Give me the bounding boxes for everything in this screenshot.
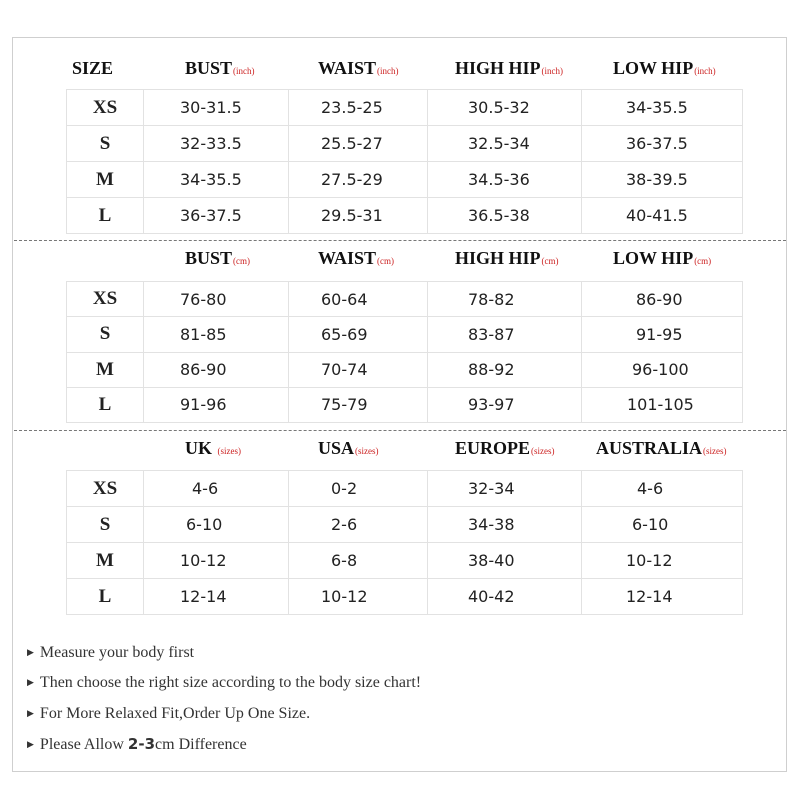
table-row: [67, 317, 743, 352]
waist-cell: 60-64: [289, 282, 428, 317]
size-cell: S: [67, 507, 144, 543]
size-cell: S: [67, 317, 144, 352]
low-hip-cell: 96-100: [582, 352, 743, 387]
low-hip-cell: 38-39.5: [582, 162, 743, 198]
usa-cell: 6-8: [289, 543, 428, 579]
header-bust-inch: [185, 58, 255, 79]
bullet-arrow-icon: ▶: [27, 647, 34, 657]
uk-cell: 4-6: [144, 471, 289, 507]
header-bust-label: BUST: [185, 248, 233, 268]
bust-cell: 76-80: [144, 282, 289, 317]
uk-cell: 6-10: [144, 507, 289, 543]
uk-cell: 10-12: [144, 543, 289, 579]
unit-label: (cm): [694, 256, 712, 266]
size-cell: XS: [67, 90, 144, 126]
size-cell: M: [67, 543, 144, 579]
international-size-table: [66, 470, 743, 615]
table-row: [67, 126, 743, 162]
header-low-hip-cm: [613, 248, 711, 269]
low-hip-cell: 101-105: [582, 387, 743, 422]
unit-label: (inch): [694, 66, 716, 76]
waist-cell: 29.5-31: [289, 198, 428, 234]
low-hip-cell: 36-37.5: [582, 126, 743, 162]
table-row: [67, 471, 743, 507]
size-cell: L: [67, 198, 144, 234]
waist-cell: 23.5-25: [289, 90, 428, 126]
unit-label: (inch): [233, 66, 255, 76]
bullet-arrow-icon: ▶: [27, 677, 34, 687]
header-low-hip-label: LOW HIP: [613, 248, 694, 268]
low-hip-cell: 91-95: [582, 317, 743, 352]
high-hip-cell: 83-87: [428, 317, 582, 352]
europe-cell: 40-42: [428, 579, 582, 615]
waist-cell: 75-79: [289, 387, 428, 422]
australia-cell: 6-10: [582, 507, 743, 543]
note-relaxed-fit: [27, 705, 310, 723]
header-uk-label: UK: [185, 438, 212, 458]
inch-table: [66, 89, 743, 234]
note-difference: [27, 735, 247, 754]
table-row: [67, 543, 743, 579]
table-row: [67, 90, 743, 126]
note-text: For More Relaxed Fit,Order Up One Size.: [39, 705, 311, 722]
high-hip-cell: 88-92: [428, 352, 582, 387]
australia-cell: 12-14: [582, 579, 743, 615]
bullet-arrow-icon: ▶: [27, 708, 34, 718]
unit-label: (cm): [377, 256, 395, 266]
high-hip-cell: 32.5-34: [428, 126, 582, 162]
unit-label: (inch): [541, 66, 564, 76]
europe-cell: 38-40: [428, 543, 582, 579]
unit-label: (sizes): [531, 446, 555, 456]
table-row: [67, 579, 743, 615]
size-cell: L: [67, 579, 144, 615]
note-text: Then choose the right size according to the body size chart!: [39, 674, 422, 691]
bust-cell: 91-96: [144, 387, 289, 422]
waist-cell: 25.5-27: [289, 126, 428, 162]
unit-label: (cm): [233, 256, 251, 266]
usa-cell: 2-6: [289, 507, 428, 543]
table-row: [67, 282, 743, 317]
section-divider: [14, 430, 786, 431]
unit-label: (sizes): [703, 446, 727, 456]
waist-cell: 65-69: [289, 317, 428, 352]
header-usa: [318, 438, 379, 459]
unit-label: (sizes): [217, 446, 241, 456]
europe-cell: 34-38: [428, 507, 582, 543]
waist-cell: 27.5-29: [289, 162, 428, 198]
bust-cell: 32-33.5: [144, 126, 289, 162]
header-australia-label: AUSTRALIA: [596, 438, 703, 458]
europe-cell: 32-34: [428, 471, 582, 507]
note-measure: [27, 644, 194, 662]
table-row: [67, 507, 743, 543]
high-hip-cell: 93-97: [428, 387, 582, 422]
header-europe: [455, 438, 555, 459]
header-uk: [185, 438, 241, 459]
unit-label: (cm): [541, 256, 559, 266]
table-row: [67, 198, 743, 234]
header-size: SIZE: [72, 58, 114, 78]
section-divider: [14, 240, 786, 241]
header-waist-label: WAIST: [318, 58, 377, 78]
note-text: Measure your body first: [39, 644, 195, 661]
header-high-hip-label: HIGH HIP: [455, 58, 541, 78]
bust-cell: 86-90: [144, 352, 289, 387]
usa-cell: 0-2: [289, 471, 428, 507]
size-cell: M: [67, 352, 144, 387]
low-hip-cell: 86-90: [582, 282, 743, 317]
note-text-bold: 2-3: [127, 735, 156, 753]
header-usa-label: USA: [318, 438, 355, 458]
header-bust-cm: [185, 248, 250, 269]
high-hip-cell: 30.5-32: [428, 90, 582, 126]
high-hip-cell: 36.5-38: [428, 198, 582, 234]
note-choose-size: [27, 674, 421, 692]
size-cell: S: [67, 126, 144, 162]
low-hip-cell: 34-35.5: [582, 90, 743, 126]
size-cell: XS: [67, 282, 144, 317]
bullet-arrow-icon: ▶: [27, 739, 34, 749]
note-text-prefix: Please Allow: [39, 736, 128, 753]
header-waist-label: WAIST: [318, 248, 377, 268]
size-cell: XS: [67, 471, 144, 507]
header-waist-cm: [318, 248, 394, 269]
australia-cell: 10-12: [582, 543, 743, 579]
bust-cell: 34-35.5: [144, 162, 289, 198]
table-row: [67, 387, 743, 422]
cm-table: [66, 281, 743, 423]
header-high-hip-label: HIGH HIP: [455, 248, 541, 268]
australia-cell: 4-6: [582, 471, 743, 507]
bust-cell: 36-37.5: [144, 198, 289, 234]
header-europe-label: EUROPE: [455, 438, 531, 458]
header-high-hip-inch: [455, 58, 563, 79]
table-row: [67, 162, 743, 198]
size-cell: L: [67, 387, 144, 422]
table-row: [67, 352, 743, 387]
usa-cell: 10-12: [289, 579, 428, 615]
header-waist-inch: [318, 58, 399, 79]
waist-cell: 70-74: [289, 352, 428, 387]
header-australia: [596, 438, 727, 459]
size-cell: M: [67, 162, 144, 198]
unit-label: (sizes): [355, 446, 379, 456]
bust-cell: 30-31.5: [144, 90, 289, 126]
unit-label: (inch): [377, 66, 399, 76]
header-bust-label: BUST: [185, 58, 233, 78]
uk-cell: 12-14: [144, 579, 289, 615]
note-text-suffix: cm Difference: [155, 736, 247, 753]
high-hip-cell: 78-82: [428, 282, 582, 317]
high-hip-cell: 34.5-36: [428, 162, 582, 198]
low-hip-cell: 40-41.5: [582, 198, 743, 234]
header-low-hip-inch: [613, 58, 716, 79]
bust-cell: 81-85: [144, 317, 289, 352]
header-high-hip-cm: [455, 248, 559, 269]
header-low-hip-label: LOW HIP: [613, 58, 694, 78]
